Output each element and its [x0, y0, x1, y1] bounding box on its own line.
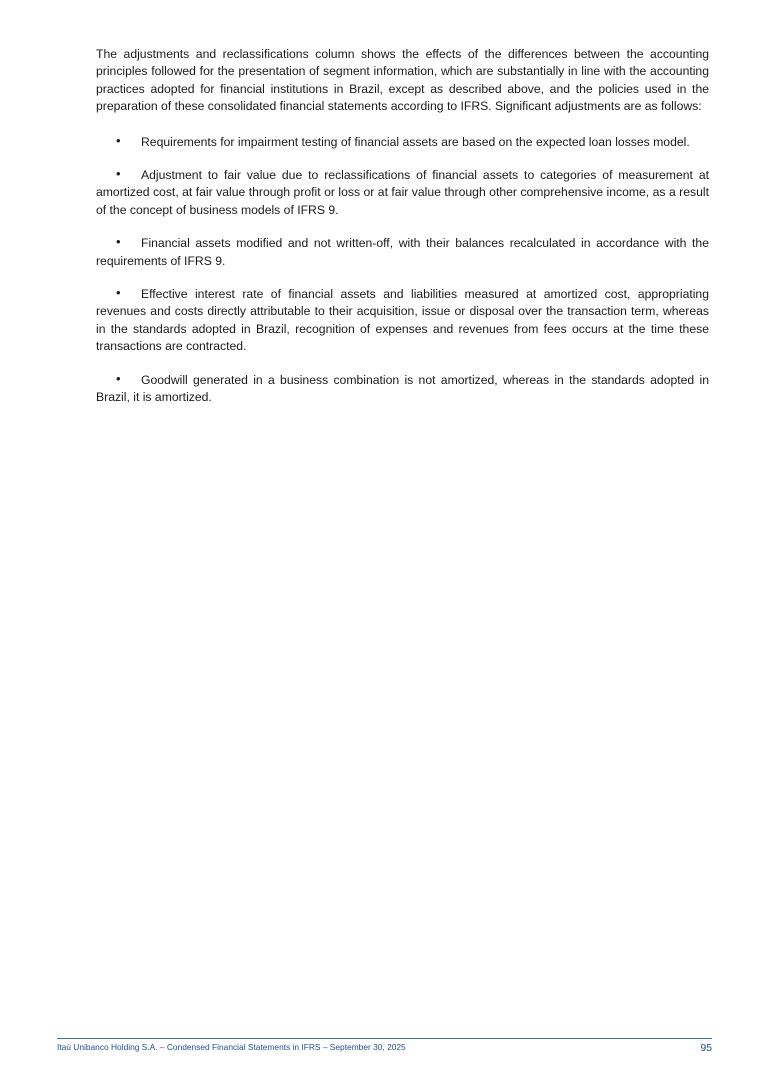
list-item [96, 285, 709, 356]
list-item [96, 371, 709, 407]
page-footer [57, 1038, 712, 1054]
main-content [96, 46, 709, 407]
list-item-text: Goodwill generated in a business combination is not amortized, whereas in the standards adopted in Brazil, it is amortized. [96, 372, 709, 405]
bullet-icon: • [116, 166, 121, 182]
bullet-icon: • [116, 285, 121, 301]
list-item [96, 234, 709, 270]
list-item [96, 133, 709, 151]
list-item [96, 166, 709, 219]
bullet-icon: • [116, 370, 121, 386]
list-item-text: Requirements for impairment testing of financial assets are based on the expected loan losses model. [141, 134, 690, 149]
list-item-text: Financial assets modified and not written-off, with their balances recalculated in accordance with the requirements of IFRS 9. [96, 236, 709, 268]
list-item-text: Adjustment to fair value due to reclassifications of financial assets to categories of measurement at amortized cost, at fair value through profit or loss or at fair value through other comprehensive income, as a result of the concept of business models of IFRS 9. [96, 168, 709, 217]
intro-paragraph: The adjustments and reclassifications column shows the effects of the differences between the accounting principles followed for the presentation of segment information, which are substantially in line with the accounting practices adopted for financial institutions in Brazil, except as described above, and the policies used in the preparation of these consolidated financial statements according to IFRS. Significant adjustments are as follows: [96, 47, 709, 114]
adjustments-list [96, 133, 709, 407]
page-number: 95 [700, 1042, 712, 1054]
bullet-icon: • [116, 132, 121, 148]
bullet-icon: • [116, 234, 121, 250]
list-item-text: Effective interest rate of financial assets and liabilities measured at amortized cost, appropriating revenues and costs directly attributable to their acquisition, issue or disposal over the transaction term, whereas in the standards adopted in Brazil, recognition of expenses and revenues from fees occurs at the time these transactions are contracted. [96, 287, 709, 354]
footer-title: Itaú Unibanco Holding S.A. – Condensed Financial Statements in IFRS – September 30, 2025 [57, 1042, 406, 1052]
